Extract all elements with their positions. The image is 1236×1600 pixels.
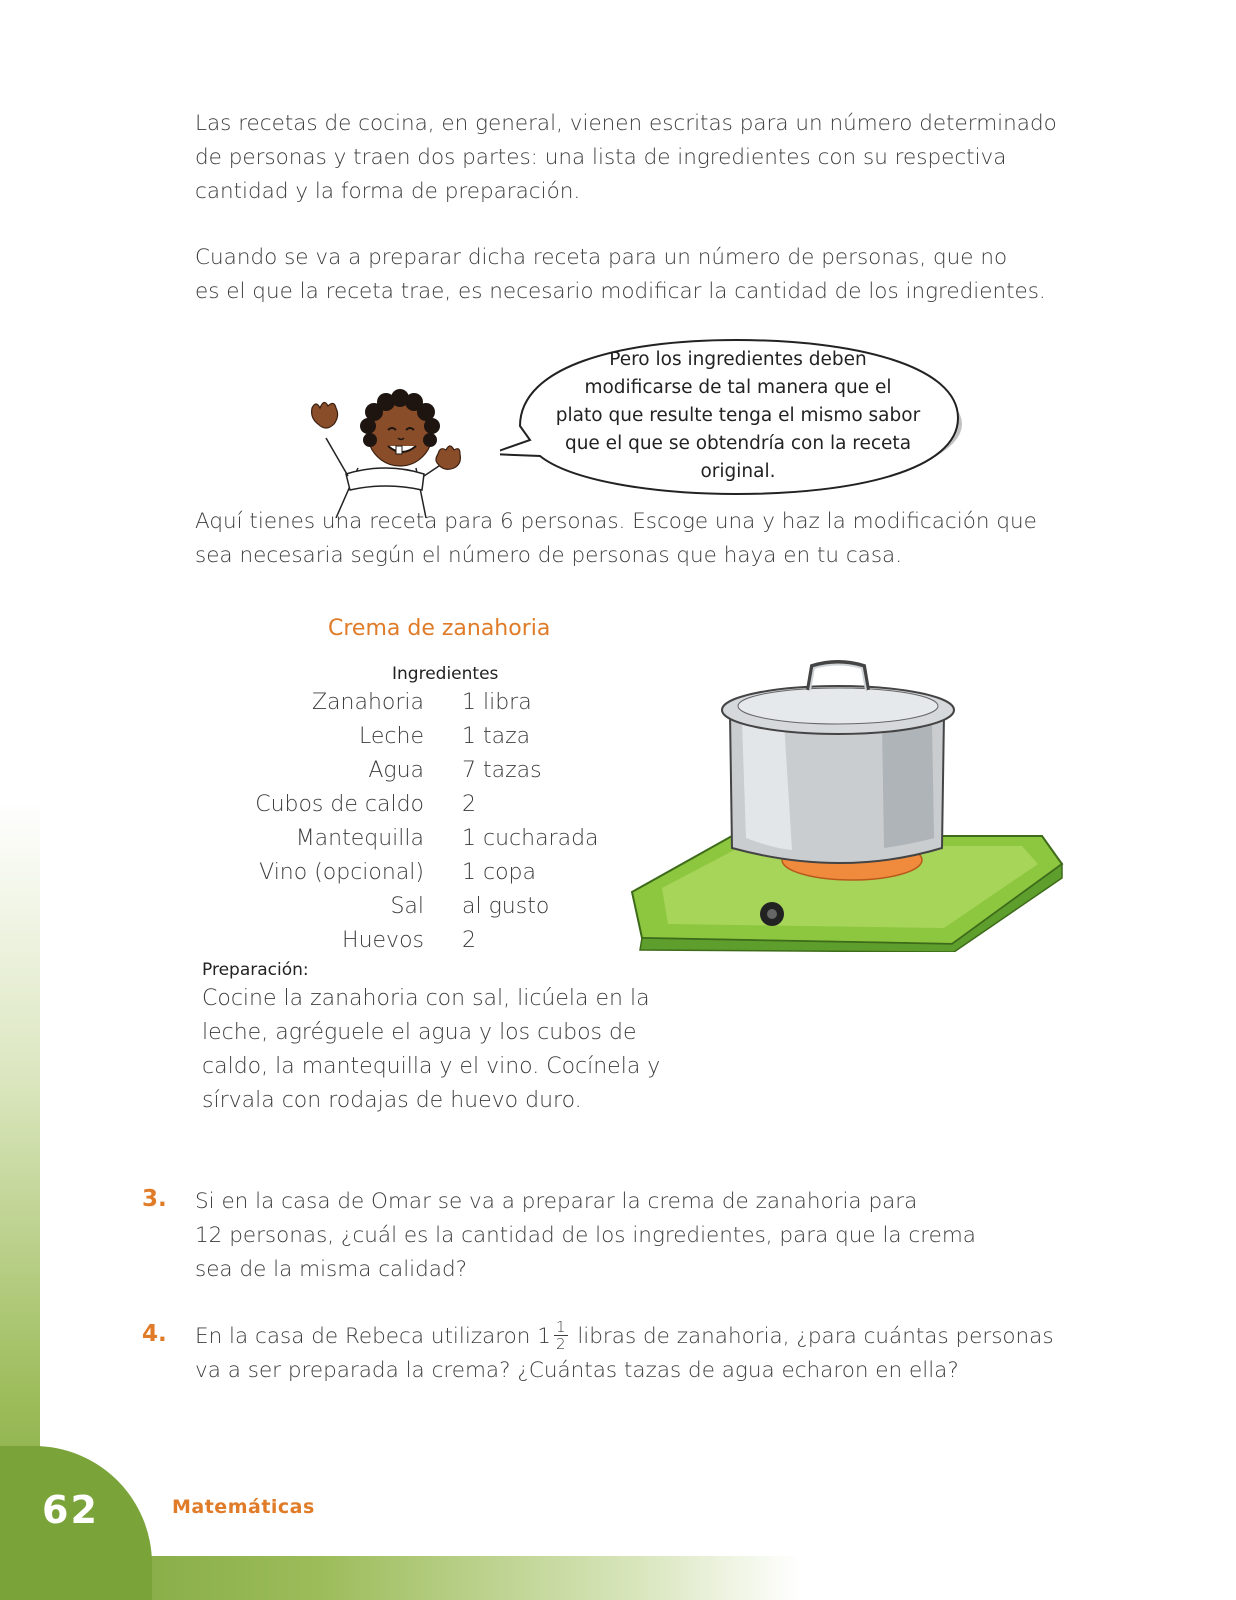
- fraction-one-half: $\frac{1}{2}$: [555, 1317, 566, 1353]
- question-3-text: Si en la casa de Omar se va a preparar la crema de zanahoria para 12 personas, ¿cuál es la cantidad de los ingredientes, para que la crema sea de la misma calidad?: [195, 1189, 976, 1282]
- ingredients-label: Ingredientes: [392, 664, 499, 684]
- ingredient-name: Cubos de caldo: [255, 792, 424, 817]
- ingredient-row: [200, 724, 660, 758]
- ingredient-quantity: al gusto: [462, 894, 550, 919]
- ingredient-row: [200, 758, 660, 792]
- ingredient-name: Sal: [390, 894, 424, 919]
- ingredient-quantity: 2: [462, 792, 476, 817]
- ingredient-row: [200, 860, 660, 894]
- ingredient-quantity: 1 taza: [462, 724, 531, 749]
- ingredient-quantity: 1 libra: [462, 690, 532, 715]
- instructions-paragraph: Aquí tienes una receta para 6 personas. Escoge una y haz la modificación que sea necesaria según el número de personas que haya en tu casa.: [195, 509, 1037, 568]
- ingredient-quantity: 1 copa: [462, 860, 536, 885]
- speech-bubble-text: Pero los ingredientes deben modificarse de tal manera que el plato que resulte tenga el mismo sabor que el que se obtendría con la receta original.: [555, 349, 921, 482]
- ingredient-quantity: 1 cucharada: [462, 826, 599, 851]
- question-4-text: En la casa de Rebeca utilizaron 1 $\frac{1}{2}$ libras de zanahoria, ¿para cuántas personas va a ser preparada la crema? ¿Cuántas tazas de agua echaron en ella?: [195, 1317, 1054, 1383]
- ingredient-name: Leche: [359, 724, 424, 749]
- ingredient-name: Zanahoria: [311, 690, 424, 715]
- ingredient-quantity: 2: [462, 928, 476, 953]
- ingredient-row: [200, 826, 660, 860]
- ingredient-row: [200, 792, 660, 826]
- ingredient-row: [200, 894, 660, 928]
- ingredient-row: [200, 690, 660, 724]
- question-3-number: 3.: [142, 1186, 167, 1212]
- ingredient-name: Huevos: [342, 928, 424, 953]
- intro-paragraph-2: Cuando se va a preparar dicha receta para un número de personas, que no es el que la receta trae, es necesario modificar la cantidad de los ingredientes.: [195, 245, 1046, 304]
- footer-subject: Matemáticas: [172, 1496, 315, 1518]
- ingredient-name: Mantequilla: [295, 826, 424, 851]
- ingredient-row: [200, 928, 660, 962]
- child-illustration: [296, 378, 466, 518]
- intro-paragraph-1: Las recetas de cocina, en general, vienen escritas para un número determinado de personas y traen dos partes: una lista de ingredientes con su respectiva cantidad y la forma de preparación.: [195, 111, 1057, 204]
- ingredients-list: [200, 690, 660, 962]
- page-number: 62: [42, 1488, 99, 1532]
- recipe-title: Crema de zanahoria: [328, 616, 551, 641]
- pot-on-stove-illustration: [622, 652, 1072, 952]
- ingredient-quantity: 7 tazas: [462, 758, 542, 783]
- question-4-number: 4.: [142, 1321, 167, 1347]
- preparation-label: Preparación:: [202, 960, 309, 980]
- ingredient-name: Agua: [368, 758, 424, 783]
- ingredient-name: Vino (opcional): [259, 860, 424, 885]
- preparation-text: Cocine la zanahoria con sal, licúela en la leche, agréguele el agua y los cubos de caldo, la mantequilla y el vino. Cocínela y sírvala con rodajas de huevo duro.: [202, 986, 661, 1113]
